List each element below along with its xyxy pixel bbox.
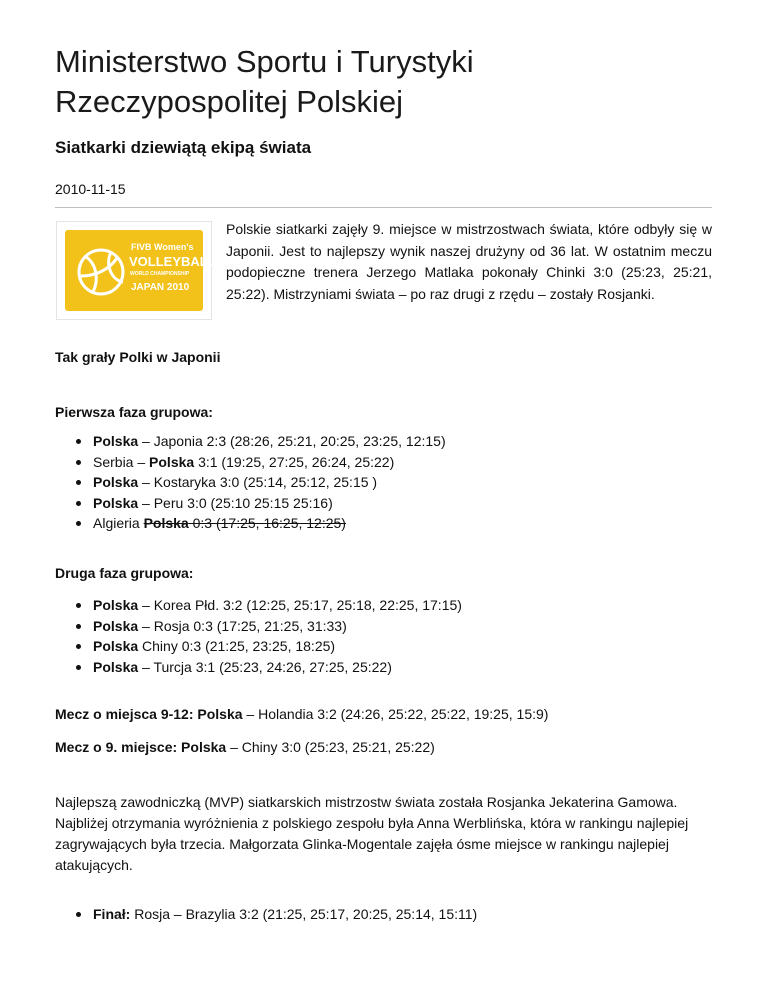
site-title-line1: Ministerstwo Sportu i Turystyki: [55, 44, 474, 79]
team-polska: Polska: [93, 494, 139, 511]
volleyball-logo-icon: [65, 230, 216, 311]
team-polska: Polska: [93, 658, 139, 675]
team-polska: Polska: [93, 638, 139, 654]
match-result: 0:3 (17:25, 16:25, 12:25): [188, 515, 346, 531]
match-result: – Japonia 2:3 (28:26, 25:21, 20:25, 23:25, 12:15): [138, 433, 446, 449]
match-result-group: [93, 659, 392, 675]
match-result-group: [93, 618, 347, 634]
team-polska: Polska: [93, 617, 139, 634]
match-result-group: [93, 474, 377, 490]
logo-line-2: VOLLEYBALL: [129, 254, 216, 269]
team-polska: Polska: [143, 515, 189, 531]
mvp-paragraph: Najlepszą zawodniczką (MVP) siatkarskich mistrzostw świata została Rosjanka Jekaterina Gamowa. Najbliżej otrzymania wyróżnienia z polskiego zespołu była Anna Werblińska, która w rankingu najlepiej zagrywających była trzecia. Małgorzata Glinka-Mogentale zajęła ósme miejsce w rankingu najlepiej atakujących.: [55, 794, 689, 873]
team-polska: Polska: [93, 597, 139, 613]
phase2-match-list: [55, 595, 462, 677]
match-result: – Kostaryka 3:0 (25:14, 25:12, 25:15 ): [138, 474, 378, 490]
phase1-match-list: [55, 431, 446, 534]
list-item: [55, 452, 446, 473]
match-9-12: [55, 705, 548, 723]
match-result: – Turcja 3:1 (25:23, 24:26, 27:25, 25:22): [138, 658, 392, 675]
final-label: Finał:: [93, 906, 131, 922]
match-result: – Peru 3:0 (25:10 25:15 25:16): [138, 494, 333, 511]
match-result-group: [144, 515, 346, 531]
match-9: [55, 738, 435, 756]
list-item: [55, 493, 446, 514]
match-9-12-label: Mecz o miejsca 9-12: Polska: [55, 706, 243, 722]
site-title-line2: Rzeczypospolitej Polskiej: [55, 84, 404, 119]
list-item: [55, 431, 446, 452]
match-result-group: [93, 638, 335, 654]
article-intro: Polskie siatkarki zajęły 9. miejsce w mistrzostwach świata, które odbyły się w Japonii. Jest to najlepszy wynik naszej drużyny od 36 lat. W ostatnim meczu podopieczne trenera Jerzego Matlaka pokonały Chinki 3:0 (25:23, 25:21, 25:22). Mistrzyniami świata – po raz drugi z rzędu – zostały Rosjanki.: [226, 221, 712, 302]
match-9-label: Mecz o 9. miejsce: Polska: [55, 739, 227, 755]
match-result-group: [93, 495, 333, 511]
article-title: Siatkarki dziewiątą ekipą świata: [55, 138, 312, 157]
match-9-12-result: – Holandia 3:2 (24:26, 25:22, 25:22, 19:25, 15:9): [242, 706, 549, 722]
article-image: [56, 221, 216, 320]
team-polska: Polska: [93, 433, 139, 449]
match-result-group: [149, 454, 394, 470]
match-result: Chiny 0:3 (21:25, 23:25, 18:25): [138, 638, 336, 654]
divider: [55, 207, 712, 208]
site-title: [55, 42, 474, 122]
list-item: [55, 636, 462, 657]
list-item: [55, 616, 462, 637]
match-result: – Korea Płd. 3:2 (12:25, 25:17, 25:18, 22:25, 17:15): [138, 597, 462, 613]
list-item: [55, 657, 462, 678]
final-result: Rosja – Brazylia 3:2 (21:25, 25:17, 20:25, 25:14, 15:11): [130, 906, 478, 922]
logo-line-4: JAPAN 2010: [131, 282, 190, 293]
list-item: [55, 513, 446, 534]
final-item: [55, 904, 477, 925]
list-item: [55, 472, 446, 493]
match-9-result: – Chiny 3:0 (25:23, 25:21, 25:22): [226, 739, 435, 755]
article-date: 2010-11-15: [55, 181, 126, 197]
list-item: [55, 595, 462, 616]
team-polska: Polska: [93, 474, 139, 490]
team-polska: Polska: [149, 453, 195, 470]
match-team: Serbia –: [93, 453, 150, 470]
match-team: Algieria: [93, 515, 144, 531]
match-result-group: [93, 433, 446, 449]
final-list: [55, 904, 477, 925]
logo-line-1: FIVB Women's: [131, 242, 194, 252]
logo-line-3: WORLD CHAMPIONSHIP: [130, 271, 190, 277]
section-heading: Tak grały Polki w Japonii: [55, 349, 221, 365]
match-result: – Rosja 0:3 (17:25, 21:25, 31:33): [138, 617, 347, 634]
match-result: 3:1 (19:25, 27:25, 26:24, 25:22): [194, 453, 395, 470]
phase1-heading: Pierwsza faza grupowa:: [55, 404, 213, 420]
championship-logo: [65, 230, 216, 311]
phase2-heading: Druga faza grupowa:: [55, 565, 194, 581]
match-result-group: [93, 597, 462, 613]
